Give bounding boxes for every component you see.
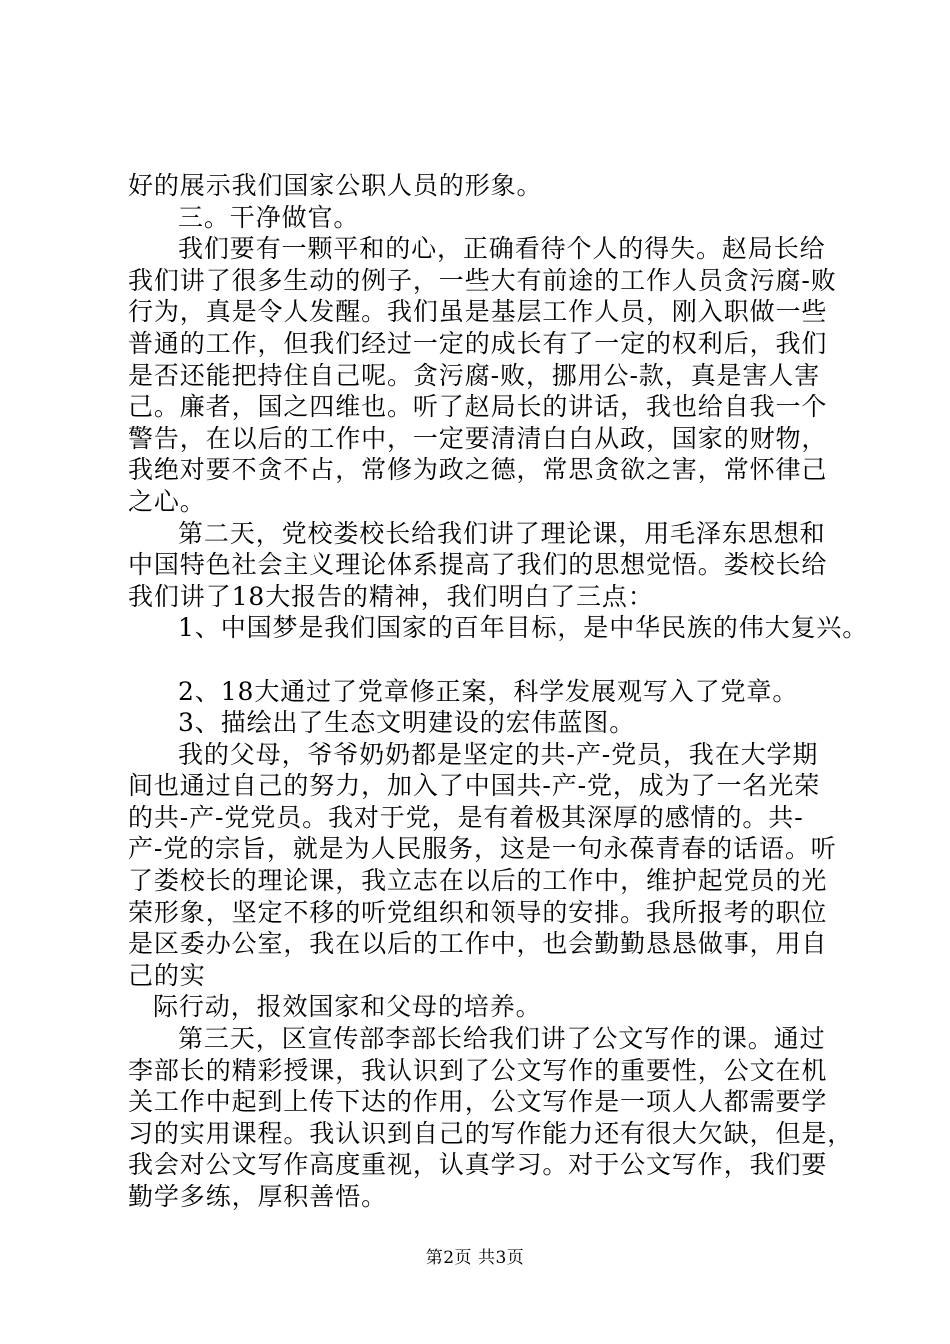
text-line: 我们讲了很多生动的例子，一些大有前途的工作人员贪污腐-败 [128, 265, 837, 295]
text-line: 的共-产-党党员。我对于党，是有着极其深厚的感情的。共- [128, 802, 804, 832]
text-line: 我们讲了18大报告的精神，我们明白了三点： [128, 581, 654, 611]
text-line: 我的父母，爷爷奶奶都是坚定的共-产-党员，我在大学期 [178, 739, 819, 769]
text-line: 第三天，区宣传部李部长给我们讲了公文写作的课。通过 [178, 1024, 826, 1054]
text-line: 警告，在以后的工作中，一定要清清白白从政，国家的财物， [128, 423, 828, 453]
text-line: 李部长的精彩授课，我认识到了公文写作的重要性，公文在机 [128, 1055, 828, 1085]
text-line: 好的展示我们国家公职人员的形象。 [128, 171, 543, 200]
text-line: 之心。 [128, 486, 206, 516]
list-item: 1、中国梦是我们国家的百年目标，是中华民族的伟大复兴。 [178, 613, 869, 643]
text-line: 勤学多练，厚积善悟。 [128, 1182, 388, 1211]
text-line: 行为，真是令人发醒。我们虽是基层工作人员，刚入职做一些 [128, 297, 828, 327]
text-line: 我们要有一颗平和的心，正确看待个人的得失。赵局长给 [178, 234, 826, 264]
text-line: 中国特色社会主义理论体系提高了我们的思想觉悟。娄校长给 [128, 550, 828, 580]
text-line: 关工作中起到上传下达的作用，公文写作是一项人人都需要学 [128, 1087, 828, 1117]
text-line: 是区委办公室，我在以后的工作中，也会勤勤恳恳做事，用自 [128, 929, 828, 959]
text-line: 是否还能把持住自己呢。贪污腐-败，挪用公-款，真是害人害 [128, 360, 821, 390]
text-line: 第二天，党校娄校长给我们讲了理论课，用毛泽东思想和 [178, 518, 826, 548]
text-line: 间也通过自己的努力，加入了中国共-产-党，成为了一名光荣 [128, 771, 821, 801]
text-line: 产-党的宗旨，就是为人民服务，这是一句永葆青春的话语。听 [128, 834, 837, 864]
text-line: 我会对公文写作高度重视，认真学习。对于公文写作，我们要 [128, 1150, 828, 1180]
paragraph-gap [128, 644, 838, 676]
text-line: 普通的工作，但我们经过一定的成长有了一定的权利后，我们 [128, 328, 828, 358]
text-line: 习的实用课程。我认识到自己的写作能力还有很大欠缺，但是， [128, 1118, 854, 1148]
list-item: 3、描绘出了生态文明建设的宏伟蓝图。 [178, 708, 636, 738]
text-line: 际行动，报效国家和父母的培养。 [153, 992, 542, 1022]
list-item: 2、18大通过了党章修正案，科学发展观写入了党章。 [178, 676, 799, 706]
document-body [128, 170, 869, 1213]
text-line: 了娄校长的理论课，我立志在以后的工作中，维护起党员的光 [128, 866, 828, 896]
text-line: 己的实 [128, 960, 206, 990]
page-number-footer: 第2页 共3页 [425, 1248, 525, 1268]
section-heading: 三。干净做官。 [178, 202, 360, 232]
text-line: 己。廉者，国之四维也。听了赵局长的讲话，我也给自我一个 [128, 392, 828, 422]
text-line: 我绝对要不贪不占，常修为政之德，常思贪欲之害，常怀律己 [128, 455, 828, 485]
text-line: 荣形象，坚定不移的听党组织和领导的安排。我所报考的职位 [128, 897, 828, 927]
